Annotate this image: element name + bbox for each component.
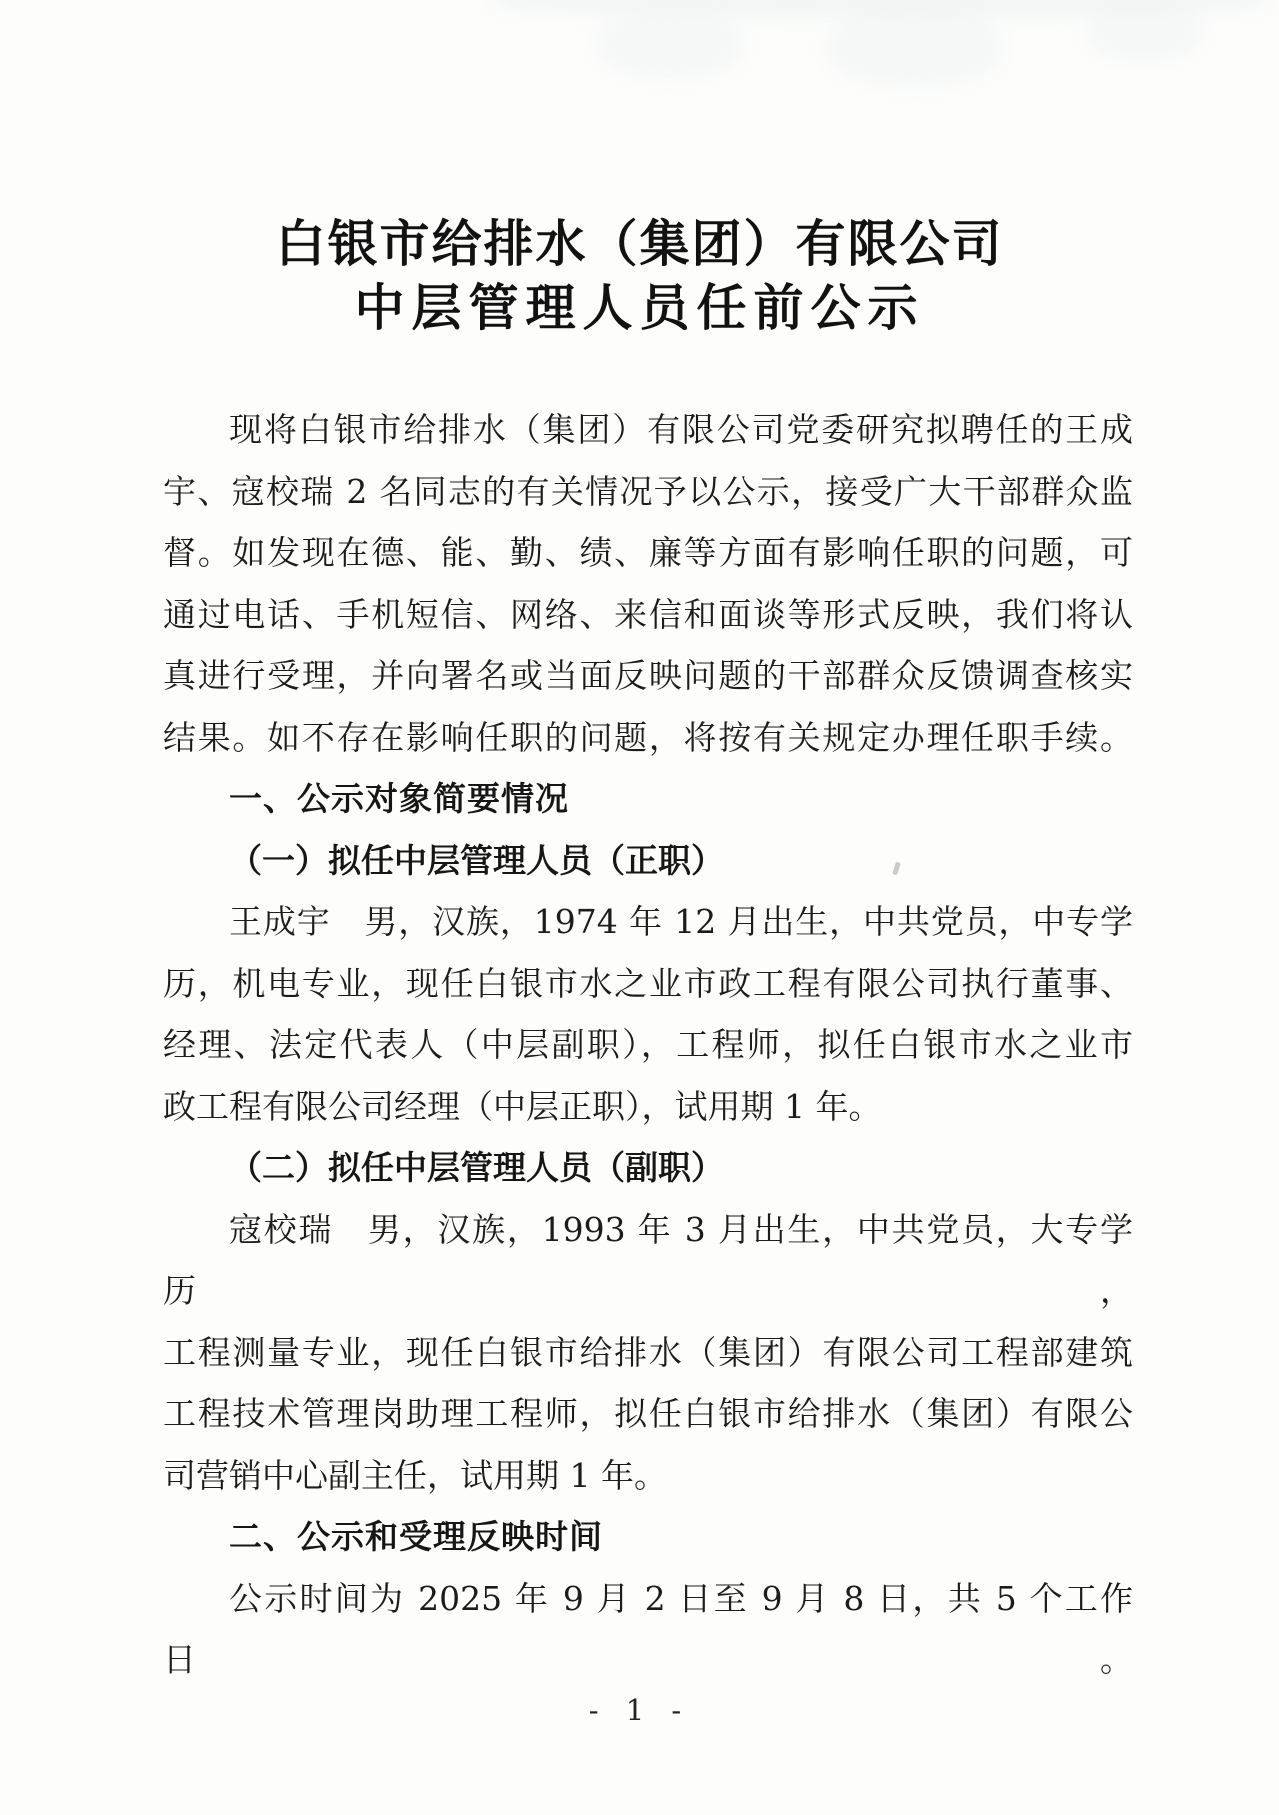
intro-line-6: 结果。如不存在影响任职的问题，将按有关规定办理任职手续。 <box>163 717 1133 757</box>
section2-line-1: 公示时间为 2025 年 9 月 2 日至 9 月 8 日，共 5 个工作日。 <box>163 1578 1133 1679</box>
candidate2-line-2: 工程测量专业，现任白银市给排水（集团）有限公司工程部建筑 <box>163 1332 1133 1372</box>
intro-line-2: 宇、寇校瑞 2 名同志的有关情况予以公示，接受广大干部群众监 <box>163 471 1133 511</box>
candidate2-line-1: 寇校瑞 男，汉族，1993 年 3 月出生，中共党员，大专学历， <box>163 1209 1133 1310</box>
section1-heading: 一、公示对象简要情况 <box>229 779 569 818</box>
scan-smudge-artifact <box>595 10 745 80</box>
scan-smudge-artifact <box>825 8 1005 88</box>
candidate1-line-4: 政工程有限公司经理（中层正职），试用期 1 年。 <box>163 1086 882 1126</box>
scan-smudge-artifact <box>490 0 1270 18</box>
document-body <box>163 399 1133 1691</box>
candidate1-line-2: 历，机电专业，现任白银市水之业市政工程有限公司执行董事、 <box>163 963 1133 1003</box>
section1-sub1-heading: （一）拟任中层管理人员（正职） <box>229 840 724 880</box>
intro-line-1: 现将白银市给排水（集团）有限公司党委研究拟聘任的王成 <box>229 410 1133 449</box>
intro-line-3: 督。如发现在德、能、勤、绩、廉等方面有影响任职的问题，可 <box>163 533 1133 572</box>
page-number: - 1 - <box>588 1693 691 1727</box>
document-title <box>0 212 1279 340</box>
candidate2-line-3: 工程技术管理岗助理工程师，拟任白银市给排水（集团）有限公 <box>163 1394 1133 1433</box>
candidate1-line-1: 王成宇 男，汉族，1974 年 12 月出生，中共党员，中专学 <box>229 902 1133 941</box>
document-title-line1: 白银市给排水（集团）有限公司 <box>275 214 1004 273</box>
intro-line-4: 通过电话、手机短信、网络、来信和面谈等形式反映，我们将认 <box>163 594 1133 634</box>
candidate1-line-3: 经理、法定代表人（中层副职），工程师，拟任白银市水之业市 <box>163 1025 1133 1064</box>
intro-line-5: 真进行受理，并向署名或当面反映问题的干部群众反馈调查核实 <box>163 656 1133 695</box>
section2-heading: 二、公示和受理反映时间 <box>229 1517 603 1556</box>
section1-sub2-heading: （二）拟任中层管理人员（副职） <box>229 1148 724 1187</box>
candidate2-line-4: 司营销中心副主任，试用期 1 年。 <box>163 1455 667 1495</box>
document-title-line2: 中层管理人员任前公示 <box>354 278 925 337</box>
scan-smudge-artifact <box>1085 4 1205 62</box>
